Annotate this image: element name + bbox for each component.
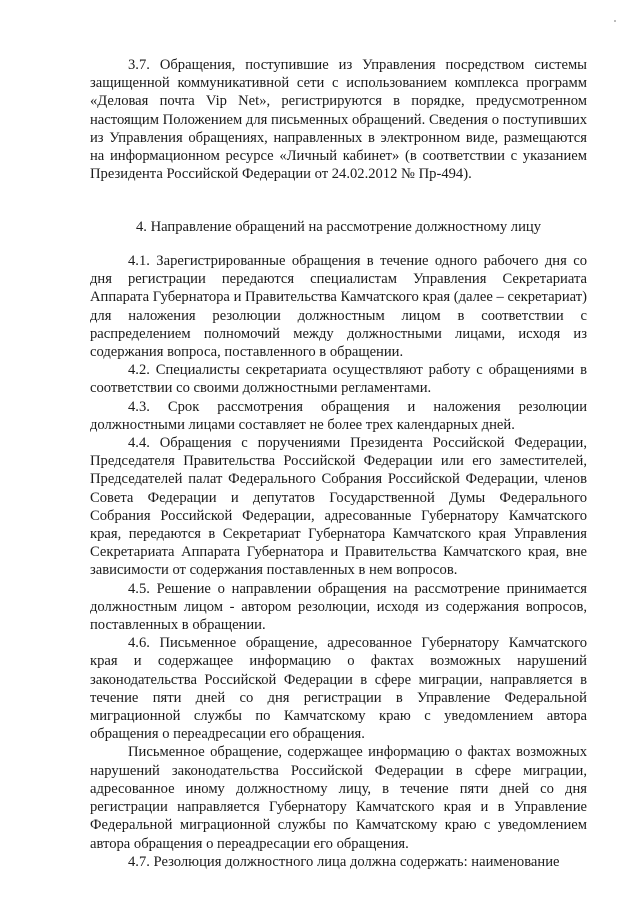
paragraph-4-7: 4.7. Резолюция должностного лица должна содержать: наименование xyxy=(128,853,560,870)
paragraph-4-1: 4.1. Зарегистрированные обращения в течение одного рабочего дня со дня регистрации передаются специалистам Управления Секретариата Аппарата Губернатора и Правительства Камчатского края (далее – секретариат) для наложения резолюции должностным лицом в соответствии с распределением полномочий между должностными лицами, исходя из содержания вопроса, поставленного в обращении. xyxy=(90,253,587,361)
section-4-body xyxy=(90,252,587,871)
section-4-heading: 4. Направление обращений на рассмотрение должностному лицу xyxy=(135,219,541,235)
paragraph-4-3: 4.3. Срок рассмотрения обращения и наложения резолюции должностными лицами составляет не более трех календарных дней. xyxy=(90,398,587,433)
paragraph-4-6-continued: Письменное обращение, содержащее информацию о фактах возможных нарушений законодательства Российской Федерации в сфере миграции, адресованное иному должностному лицу, в течение пяти дней со дня регистрации направляется Губернатору Камчатского края и в Управление Федеральной миграционной службы по Камчатскому краю с уведомлением автора обращения о переадресации его обращения. xyxy=(90,744,587,852)
paragraph-4-2: 4.2. Специалисты секретариата осуществляют работу с обращениями в соответствии со своими должностными регламентами. xyxy=(90,362,587,397)
paragraph-4-4: 4.4. Обращения с поручениями Президента Российской Федерации, Председателя Правительства Российской Федерации или его заместителей, Председателей палат Федерального Собрания Российской Федерации, членов Совета Федерации и депутатов Государственной Думы Федерального Собрания Российской Федерации, адресованные Губернатору Камчатского края, передаются в Секретариат Губернатора Камчатского края Управления Секретариата Аппарата Губернатора и Правительства Камчатского края, вне зависимости от содержания поставленных в нем вопросов. xyxy=(90,435,587,579)
scan-speck xyxy=(614,20,616,22)
paragraph-4-5: 4.5. Решение о направлении обращения на рассмотрение принимается должностным лицом - автором резолюции, исходя из содержания вопросов, поставленных в обращении. xyxy=(90,580,587,634)
paragraph-3-7: 3.7. Обращения, поступившие из Управления посредством системы защищенной коммуникативной сети с использованием комплекса программ «Деловая почта Vip Net», регистрируются в порядке, предусмотренном настоящим Положением для письменных обращений. Сведения о поступивших из Управления обращениях, направленных в электронном виде, размещаются на информационном ресурсе «Личный кабинет» (в соответствии с указанием Президента Российской Федерации от 24.02.2012 № Пр-494). xyxy=(90,57,587,183)
paragraph-4-6: 4.6. Письменное обращение, адресованное Губернатору Камчатского края и содержащее информацию о фактах возможных нарушений законодательства Российской Федерации в сфере миграции, направляется в течение пяти дней со дня регистрации в Управление Федеральной миграционной службы по Камчатскому краю с уведомлением автора обращения о переадресации его обращения. xyxy=(90,635,587,743)
paragraph-3-7-block xyxy=(90,56,587,183)
